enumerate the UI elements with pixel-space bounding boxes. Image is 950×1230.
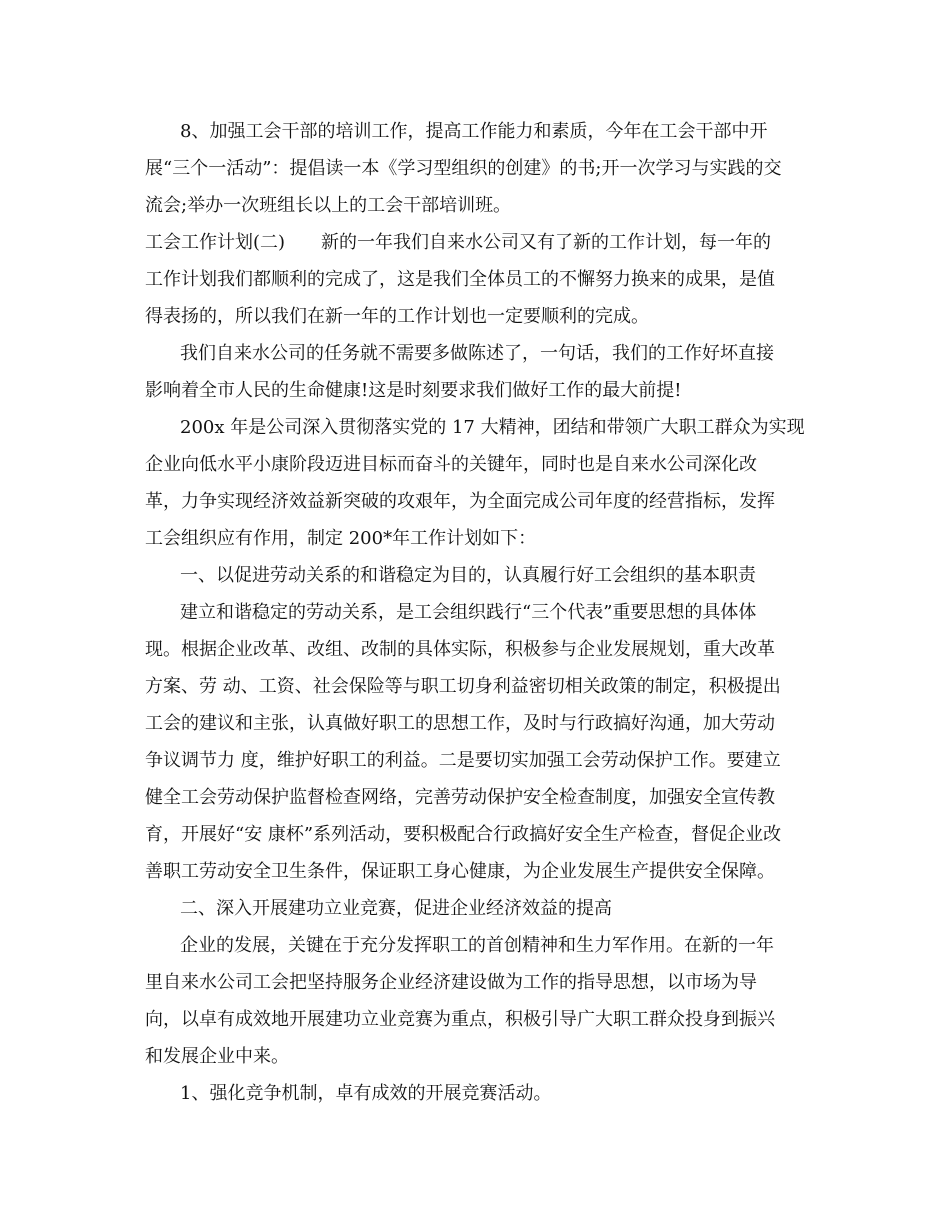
paragraph-line: 影响着全市人民的生命健康!这是时刻要求我们做好工作的最大前提! — [145, 380, 682, 401]
paragraph-line: 企业向低水平小康阶段迈进目标而奋斗的关键年，同时也是自来水公司深化改 — [145, 454, 757, 475]
paragraph-line: 方案、劳 动、工资、社会保险等与职工切身利益密切相关政策的制定，积极提出 — [145, 676, 781, 697]
section-heading-line: 工会工作计划(二) 新的一年我们自来水公司又有了新的工作计划，每一年的 — [145, 232, 772, 253]
paragraph-line: 得表扬的，所以我们在新一年的工作计划也一定要顺利的完成。 — [145, 306, 649, 327]
paragraph-line: 争议调节力 度，维护好职工的利益。二是要切实加强工会劳动保护工作。要建立 — [145, 750, 781, 771]
paragraph-line: 善职工劳动安全卫生条件，保证职工身心健康，为企业发展生产提供安全保障。 — [145, 861, 775, 882]
paragraph-line: 里自来水公司工会把坚持服务企业经济建设做为工作的指导思想，以市场为导 — [145, 972, 757, 993]
paragraph-line: 8、加强工会干部的培训工作，提高工作能力和素质，今年在工会干部中开 — [180, 121, 768, 142]
paragraph-line: 现。根据企业改革、改组、改制的具体实际，积极参与企业发展规划，重大改革 — [145, 639, 775, 660]
paragraph-line: 工会组织应有作用，制定 200*年工作计划如下： — [145, 528, 537, 549]
paragraph-line: 育，开展好“安 康杯”系列活动，要积极配合行政搞好安全生产检查，督促企业改 — [145, 824, 782, 845]
paragraph-line: 和发展企业中来。 — [145, 1046, 289, 1067]
paragraph-line: 1、强化竞争机制，卓有成效的开展竞赛活动。 — [180, 1083, 552, 1104]
paragraph-line: 200x 年是公司深入贯彻落实党的 17 大精神，团结和带领广大职工群众为实现 — [180, 417, 805, 438]
paragraph-line: 流会;举办一次班组长以上的工会干部培训班。 — [145, 195, 512, 216]
paragraph-line: 革，力争实现经济效益新突破的攻艰年，为全面完成公司年度的经营指标，发挥 — [145, 491, 775, 512]
paragraph-line: 工会的建议和主张，认真做好职工的思想工作，及时与行政搞好沟通，加大劳动 — [145, 713, 775, 734]
paragraph-line: 企业的发展，关键在于充分发挥职工的首创精神和生力军作用。在新的一年 — [180, 935, 774, 956]
section-heading-line: 二、深入开展建功立业竞赛，促进企业经济效益的提高 — [180, 898, 612, 919]
paragraph-line: 健全工会劳动保护监督检查网络，完善劳动保护安全检查制度，加强安全宣传教 — [145, 787, 775, 808]
paragraph-line: 工作计划我们都顺利的完成了，这是我们全体员工的不懈努力换来的成果，是值 — [145, 269, 775, 290]
paragraph-line: 建立和谐稳定的劳动关系，是工会组织践行“三个代表”重要思想的具体体 — [180, 602, 757, 623]
paragraph-line: 向，以卓有成效地开展建功立业竞赛为重点，积极引导广大职工群众投身到振兴 — [145, 1009, 775, 1030]
paragraph-line: 我们自来水公司的任务就不需要多做陈述了，一句话，我们的工作好坏直接 — [180, 343, 774, 364]
section-heading-line: 一、以促进劳动关系的和谐稳定为目的，认真履行好工会组织的基本职责 — [180, 565, 756, 586]
paragraph-line: 展“三个一活动”：提倡读一本《学习型组织的创建》的书;开一次学习与实践的交 — [145, 158, 782, 179]
